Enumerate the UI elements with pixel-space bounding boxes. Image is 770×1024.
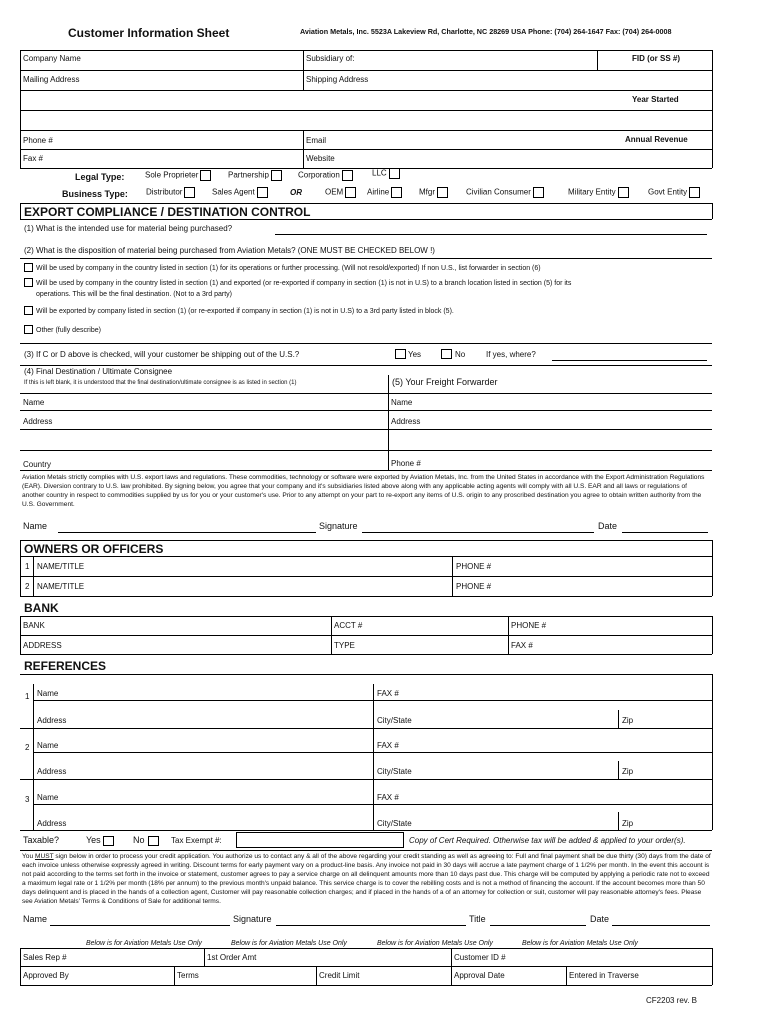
rule	[20, 948, 712, 949]
terms-field[interactable]: Terms	[177, 971, 199, 980]
q3-yes-checkbox[interactable]	[395, 349, 406, 359]
checkbox[interactable]	[342, 170, 353, 181]
option-a-text: Will be used by company in the country listed in section (1) for its operations or further processing. (Will not resold/exported) If non U.S., list forwarder in section (6)	[36, 265, 541, 272]
ref-1-zip[interactable]: Zip	[622, 716, 634, 725]
export-sig-signature-label: Signature	[319, 521, 358, 531]
form-revision: CF2203 rev. B	[646, 996, 697, 1005]
mailing-address-field[interactable]: Mailing Address	[23, 75, 80, 84]
rule	[20, 540, 712, 541]
option-b-text-cont: operations. This will be the final destination. (Not to a 3rd party)	[36, 291, 232, 298]
export-sig-date-label: Date	[598, 521, 618, 531]
rule	[33, 684, 34, 830]
rule	[566, 966, 567, 985]
option-c-text: Will be exported by company listed in section (1) (or re-exported if company in section (1) is not in U.S) to a 3rd party listed in block (5).	[36, 308, 454, 315]
rule	[174, 966, 175, 985]
business-type-oem[interactable]: OEM	[325, 187, 356, 198]
option-d-text: Other (fully describe)	[36, 327, 101, 334]
question-3: (3) If C or D above is checked, will your customer be shipping out of the U.S.?	[24, 350, 300, 359]
legal-type-corporation[interactable]: Corporation	[298, 170, 353, 181]
tax-exempt-input[interactable]	[236, 832, 404, 848]
where-line[interactable]	[552, 360, 707, 361]
rule	[33, 700, 712, 701]
rule	[20, 576, 712, 577]
rule	[388, 375, 389, 471]
checkbox[interactable]	[391, 187, 402, 198]
rule	[20, 130, 712, 131]
bank-fax-field[interactable]: FAX #	[511, 641, 533, 650]
rule	[373, 684, 374, 830]
must-emphasis: MUST	[34, 853, 54, 860]
internal-note: Below is for Aviation Metals Use Only	[522, 940, 638, 947]
rule	[20, 70, 712, 71]
rule	[20, 779, 712, 780]
email-field[interactable]: Email	[306, 136, 327, 145]
q3-if-yes-label: If yes, where?	[486, 350, 536, 359]
checkbox[interactable]	[200, 170, 211, 181]
rule	[618, 710, 619, 728]
ref-1-name[interactable]: Name	[37, 689, 59, 698]
checkbox[interactable]	[437, 187, 448, 198]
tax-exempt-label: Tax Exempt #:	[171, 836, 222, 845]
taxable-yes-checkbox[interactable]	[103, 836, 114, 846]
ref-3-num: 3	[25, 795, 30, 804]
credit-limit-field[interactable]: Credit Limit	[319, 971, 360, 980]
ref-3-city[interactable]: City/State	[377, 819, 412, 828]
rule	[20, 393, 712, 394]
rule	[20, 258, 712, 259]
rule	[20, 674, 712, 675]
ref-1-fax[interactable]: FAX #	[377, 689, 399, 698]
ref-3-name[interactable]: Name	[37, 793, 59, 802]
internal-note: Below is for Aviation Metals Use Only	[377, 940, 493, 947]
business-type-govt[interactable]: Govt Entity	[648, 187, 700, 198]
business-type-label: Business Type:	[62, 189, 128, 199]
sales-rep-field[interactable]: Sales Rep #	[23, 953, 67, 962]
rule	[20, 830, 712, 831]
rule	[303, 70, 304, 90]
company-contact-info: Aviation Metals, Inc. 5523A Lakeview Rd, Charlotte, NC 28269 USA Phone: (704) 264-1647 Fax: (704) 264-0008	[300, 27, 672, 36]
checkbox[interactable]	[271, 170, 282, 181]
business-type-military[interactable]: Military Entity	[568, 187, 629, 198]
rule	[20, 149, 712, 150]
forwarder-address[interactable]: Address	[391, 417, 421, 426]
ref-3-address[interactable]: Address	[37, 819, 67, 828]
rule	[618, 812, 619, 830]
consignee-name[interactable]: Name	[23, 398, 45, 407]
checkbox[interactable]	[184, 187, 195, 198]
option-d-checkbox[interactable]	[24, 325, 33, 334]
ref-2-num: 2	[25, 743, 30, 752]
rule	[20, 90, 712, 91]
approved-by-field[interactable]: Approved By	[23, 971, 69, 980]
rule	[20, 410, 712, 411]
rule	[451, 948, 452, 985]
rule	[712, 540, 713, 596]
business-type-mfgr[interactable]: Mfgr	[419, 187, 448, 198]
legal-type-llc[interactable]: LLC	[372, 168, 400, 179]
credit-title-line[interactable]	[490, 925, 586, 926]
subsidiary-field[interactable]: Subsidiary of:	[306, 54, 355, 63]
rule	[712, 50, 713, 168]
rule	[303, 50, 304, 70]
checkbox[interactable]	[389, 168, 400, 179]
annual-revenue-field[interactable]: Annual Revenue	[625, 135, 688, 144]
rule	[20, 654, 712, 655]
credit-sig-title-label: Title	[469, 914, 486, 924]
option-c-checkbox[interactable]	[24, 306, 33, 315]
ref-1-address[interactable]: Address	[37, 716, 67, 725]
bank-acct-field[interactable]: ACCT #	[334, 621, 363, 630]
phone-field[interactable]: Phone #	[23, 136, 53, 145]
question-4-note: If this is left blank, it is understood that the final destination/ultimate consignee is as listed in section (1)	[24, 380, 297, 386]
rule	[712, 203, 713, 219]
first-order-field[interactable]: 1st Order Amt	[207, 953, 257, 962]
business-type-airline[interactable]: Airline	[367, 187, 402, 198]
ref-2-fax[interactable]: FAX #	[377, 741, 399, 750]
rule	[20, 635, 712, 636]
business-type-sales-agent[interactable]: Sales Agent	[212, 187, 268, 198]
shipping-address-field[interactable]: Shipping Address	[306, 75, 369, 84]
export-sig-name-label: Name	[23, 521, 48, 531]
rule	[20, 596, 712, 597]
ref-2-city[interactable]: City/State	[377, 767, 412, 776]
option-a-checkbox[interactable]	[24, 263, 33, 272]
tax-cert-note: Copy of Cert Required. Otherwise tax will be added & applied to your order(s).	[409, 836, 686, 845]
bank-address-field[interactable]: ADDRESS	[23, 641, 62, 650]
q3-no-checkbox[interactable]	[441, 349, 452, 359]
customer-id-field[interactable]: Customer ID #	[454, 953, 506, 962]
legal-type-partnership[interactable]: Partnership	[228, 170, 282, 181]
ref-1-city[interactable]: City/State	[377, 716, 412, 725]
bank-type-field[interactable]: TYPE	[334, 641, 355, 650]
taxable-no-checkbox[interactable]	[148, 836, 159, 846]
checkbox[interactable]	[689, 187, 700, 198]
credit-sig-date-label: Date	[590, 914, 610, 924]
rule	[20, 450, 712, 451]
consignee-address[interactable]: Address	[23, 417, 53, 426]
credit-signature-line[interactable]	[276, 925, 466, 926]
checkbox[interactable]	[257, 187, 268, 198]
rule	[33, 752, 712, 753]
owner-2-name[interactable]: NAME/TITLE	[37, 582, 85, 591]
website-field[interactable]: Website	[306, 154, 335, 163]
rule	[20, 985, 712, 986]
question-2: (2) What is the disposition of material being purchased from Aviation Metals? (ONE MUST BE CHECKED BELOW !)	[24, 246, 435, 255]
references-heading: REFERENCES	[24, 659, 107, 673]
rule	[597, 50, 598, 70]
checkbox[interactable]	[345, 187, 356, 198]
credit-date-line[interactable]	[612, 925, 710, 926]
owner-2-num: 2	[25, 582, 30, 591]
rule	[20, 343, 712, 344]
owner-1-phone[interactable]: PHONE #	[456, 562, 492, 571]
ref-3-zip[interactable]: Zip	[622, 819, 634, 828]
entered-traverse-field[interactable]: Entered in Traverse	[569, 971, 639, 980]
forwarder-phone[interactable]: Phone #	[391, 459, 421, 468]
ref-1-num: 1	[25, 692, 30, 701]
rule	[20, 429, 712, 430]
owners-heading: OWNERS OR OFFICERS	[24, 542, 164, 556]
rule	[712, 948, 713, 985]
bank-phone-field[interactable]: PHONE #	[511, 621, 547, 630]
rule	[20, 556, 712, 557]
ref-2-name[interactable]: Name	[37, 741, 59, 750]
rule	[20, 168, 712, 169]
rule	[20, 219, 712, 220]
q3-no-label: No	[455, 350, 466, 359]
checkbox[interactable]	[533, 187, 544, 198]
answer-line[interactable]	[275, 234, 707, 235]
ref-3-fax[interactable]: FAX #	[377, 793, 399, 802]
rule	[20, 50, 712, 51]
rule	[20, 110, 712, 111]
business-type-distributor[interactable]: Distributor	[146, 187, 195, 198]
internal-note: Below is for Aviation Metals Use Only	[231, 940, 347, 947]
business-type-civilian[interactable]: Civilian Consumer	[466, 187, 544, 198]
owner-1-num: 1	[25, 562, 30, 571]
checkbox[interactable]	[618, 187, 629, 198]
owner-2-phone[interactable]: PHONE #	[456, 582, 492, 591]
rule	[20, 728, 712, 729]
taxable-yes-label: Yes	[86, 835, 101, 845]
export-heading: EXPORT COMPLIANCE / DESTINATION CONTROL	[24, 205, 311, 219]
fax-field[interactable]: Fax #	[23, 154, 44, 163]
rule	[20, 365, 712, 366]
approval-date-field[interactable]: Approval Date	[454, 971, 505, 980]
bank-heading: BANK	[24, 601, 59, 615]
rule	[20, 850, 712, 851]
rule	[712, 616, 713, 654]
question-5: (5) Your Freight Forwarder	[392, 377, 498, 387]
ref-2-zip[interactable]: Zip	[622, 767, 634, 776]
export-date-line[interactable]	[622, 532, 708, 533]
legal-type-label: Legal Type:	[75, 172, 125, 182]
rule	[20, 203, 712, 204]
company-name-field[interactable]: Company Name	[23, 54, 81, 63]
forwarder-name[interactable]: Name	[391, 398, 413, 407]
rule	[618, 761, 619, 779]
q3-yes-label: Yes	[408, 350, 422, 359]
taxable-no-label: No	[133, 835, 145, 845]
rule	[33, 804, 712, 805]
credit-sig-name-label: Name	[23, 914, 48, 924]
rule	[20, 948, 21, 985]
rule	[20, 470, 712, 471]
rule	[712, 674, 713, 830]
form-title: Customer Information Sheet	[68, 26, 230, 40]
taxable-label: Taxable?	[23, 835, 60, 845]
export-sig-name-line[interactable]	[58, 532, 316, 533]
legal-type-sole[interactable]: Sole Proprieter	[145, 170, 211, 181]
owner-1-name[interactable]: NAME/TITLE	[37, 562, 85, 571]
compliance-statement: Aviation Metals strictly complies with U.S. export laws and regulations. These commodities, technology or software were exported by Aviation Metals, Inc. from the United States in accordance with the Export Administration Regulations (EAR). Diversion contrary to U.S. law prohibited. By signing below, you agree that your company and it's subsidiaries listed above along with any applicable acting agents will comply with all U.S. EAR and all laws or regulations of another country in respect to commodities supplied by us for you or your customer's use. Prior to any attempt on your part to re-export any items of U.S. origin to any proscribed destination you agree to obtain written authority from the U.S. Government.	[22, 474, 705, 508]
rule	[20, 616, 712, 617]
fid-field[interactable]: FID (or SS #)	[632, 54, 681, 63]
rule	[204, 948, 205, 966]
rule	[20, 540, 21, 596]
ref-2-address[interactable]: Address	[37, 767, 67, 776]
rule	[316, 966, 317, 985]
credit-name-line[interactable]	[50, 925, 230, 926]
question-1: (1) What is the intended use for material being purchased?	[24, 224, 233, 233]
consignee-country[interactable]: Country	[23, 460, 52, 469]
rule	[20, 50, 21, 168]
bank-name-field[interactable]: BANK	[23, 621, 45, 630]
option-b-text: Will be used by company in the country listed in section (1) and exported (or re-exported if company in section (1) is not in U.S) to a branch location listed in section (5) for its	[36, 280, 572, 287]
internal-note: Below is for Aviation Metals Use Only	[86, 940, 202, 947]
option-b-checkbox[interactable]	[24, 278, 33, 287]
year-started-field[interactable]: Year Started	[632, 95, 679, 104]
credit-sig-signature-label: Signature	[233, 914, 272, 924]
export-signature-line[interactable]	[362, 532, 594, 533]
rule	[20, 966, 712, 967]
rule	[20, 203, 21, 219]
or-label: OR	[290, 188, 302, 197]
credit-terms: You MUST sign below in order to process your credit application. You authorize us to contact any & all of the above regarding your credit standing as well as agreeing to: Full and final payment shall be due thirty (30) days from the date of each invoice unless otherwise expressly agreed in writing. Discount terms for early payment vary on a product-line basis. Any invoice not paid in 30 days will accrue a late payment charge of 1 1/2% per month. In the event this account is not paid according to the terms set forth in the invoice or statement, customer agrees to pay a service charge on all delinquent amounts more than 10 days past due. This charge will be computed by applying a periodic rate not to exceed a maximum legal rate or 1 1/2% per month (18% per annum) to the previous month's unpaid balance. This service charge is to cover the rebilling costs and is not a method of financing the account. If the account becomes more than 50 days delinquent and is placed in the hands of a collection agent, Customer will pay reasonable collection charges; and if placed in the hands of a of an attorney for collection or suit, customer will pay reasonable attorney's fees. Please see Aviation Metals' Terms & Conditions of Sale for additional terms.	[22, 853, 711, 905]
question-4: (4) Final Destination / Ultimate Consignee	[24, 367, 173, 376]
